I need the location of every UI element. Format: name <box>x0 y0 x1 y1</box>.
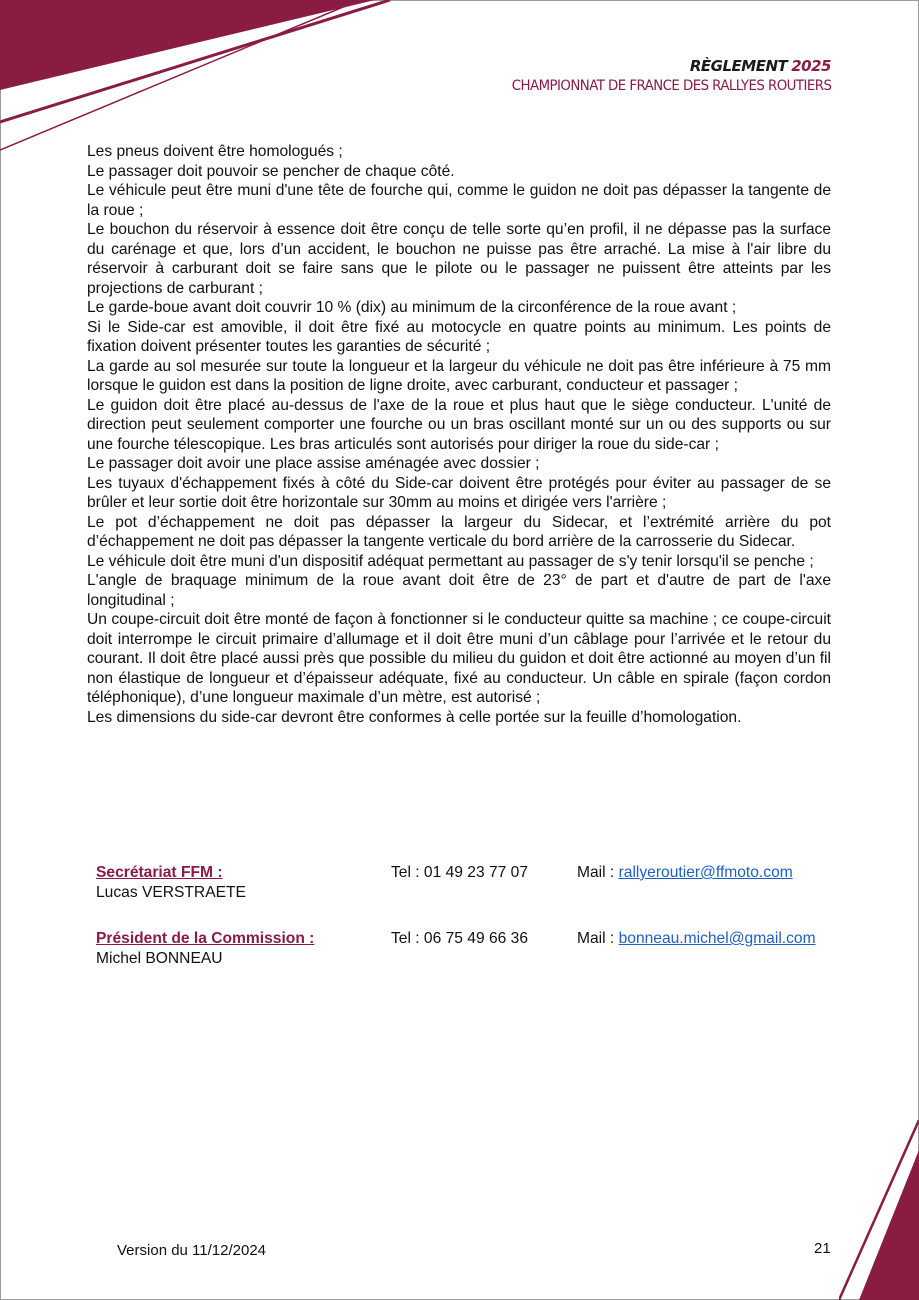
mail-label: Mail : <box>577 864 619 881</box>
rule-paragraph: Le passager doit avoir une place assise aménagée avec dossier ; <box>87 455 540 472</box>
contact-role: Président de la Commission : <box>96 930 315 947</box>
rule-paragraph: Les tuyaux d'échappement fixés à côté du Side-car doivent être protégés pour éviter au passager de se brûler et leur sortie doit être horizontale sur 30mm au moins et dirigée vers l'arrière ; <box>87 474 831 511</box>
header-subtitle: CHAMPIONNAT DE FRANCE DES RALLYES ROUTIERS <box>511 78 831 94</box>
rule-paragraph: Le véhicule doit être muni d'un dispositif adéquat permettant au passager de s'y tenir lorsqu'il se penche ; <box>87 552 814 570</box>
email-link[interactable]: bonneau.michel@gmail.com <box>618 930 816 947</box>
rule-paragraph: Les dimensions du side-car devront être conformes à celle portée sur la feuille d’homologation. <box>87 708 742 726</box>
contacts-section <box>96 863 856 995</box>
contact-name: Michel BONNEAU <box>96 950 223 967</box>
rule-paragraph: Si le Side-car est amovible, il doit être fixé au motocycle en quatre points au minimum. Les points de fixation doivent présenter toutes les garanties de sécurité ; <box>87 318 831 355</box>
contact-mail <box>577 929 816 949</box>
rules-body <box>87 142 831 727</box>
rule-paragraph: Le bouchon du réservoir à essence doit être conçu de telle sorte qu’en profil, il ne dépasse pas la surface du carénage et que, lors d’un accident, le bouchon ne puisse pas être arraché. La mise à l'air libre du réservoir à carburant doit se faire sans que le pilote ou le passager ne puissent être atteints par les projections de carburant ; <box>87 221 831 297</box>
page-number: 21 <box>814 1240 831 1257</box>
footer-version: Version du 11/12/2024 <box>117 1242 267 1259</box>
contact-name: Lucas VERSTRAETE <box>96 884 246 901</box>
rule-paragraph: La garde au sol mesurée sur toute la longueur et la largeur du véhicule ne doit pas être inférieure à 75 mm lorsque le guidon est dans la position de ligne droite, avec carburant, conducteur et passager ; <box>87 357 831 394</box>
contact-role: Secrétariat FFM : <box>96 864 223 881</box>
header-reglement: RÈGLEMENT <box>689 57 788 75</box>
rule-paragraph: L'angle de braquage minimum de la roue avant doit être de 23° de part et d'autre de part de l'axe longitudinal ; <box>87 572 831 609</box>
rule-paragraph: Le pot d’échappement ne doit pas dépasser la largeur du Sidecar, et l’extrémité arrière du pot d’échappement ne doit pas dépasser la tangente verticale du bord arrière de la carrosserie du Sidecar. <box>87 513 831 550</box>
header-year: 2025 <box>791 57 831 75</box>
rule-paragraph: Un coupe-circuit doit être monté de façon à fonctionner si le conducteur quitte sa machine ; ce coupe-circuit doit interrompe le circuit primaire d’allumage et il doit être muni d’un câblage pour l’arrivée et le retour du courant. Il doit être placé aussi près que possible du milieu du guidon et doit être actionné au moyen d’un fil non élastique de longueur et d’épaisseur adéquate, fixé au conducteur. Un câble en spirale (façon cordon téléphonique), d’une longueur maximale d’un mètre, est autorisé ; <box>87 611 831 706</box>
rule-paragraph: Le guidon doit être placé au-dessus de l'axe de la roue et plus haut que le siège conducteur. L'unité de direction peut seulement comporter une fourche ou un bras oscillant monté sur un ou des supports ou sur une fourche télescopique. Les bras articulés sont autorisés pour diriger la roue du side-car ; <box>87 396 831 453</box>
contact-phone: Tel : 01 49 23 77 07 <box>391 864 528 881</box>
document-header <box>484 56 831 96</box>
rule-paragraph: Les pneus doivent être homologués ; <box>87 143 343 160</box>
mail-label: Mail : <box>577 930 619 947</box>
corner-decoration-bottom-right <box>839 1120 919 1300</box>
header-title <box>484 56 831 76</box>
contact-phone: Tel : 06 75 49 66 36 <box>391 930 528 947</box>
contact-secretariat <box>96 863 856 929</box>
rule-paragraph: Le passager doit pouvoir se pencher de chaque côté. <box>87 162 455 180</box>
contact-president <box>96 929 856 995</box>
contact-mail <box>577 863 793 883</box>
email-link[interactable]: rallyeroutier@ffmoto.com <box>618 864 793 881</box>
rule-paragraph: Le garde-boue avant doit couvrir 10 % (dix) au minimum de la circonférence de la roue avant ; <box>87 299 737 316</box>
corner-decoration-top-left <box>0 0 420 160</box>
rule-paragraph: Le véhicule peut être muni d'une tête de fourche qui, comme le guidon ne doit pas dépasser la tangente de la roue ; <box>87 182 831 219</box>
